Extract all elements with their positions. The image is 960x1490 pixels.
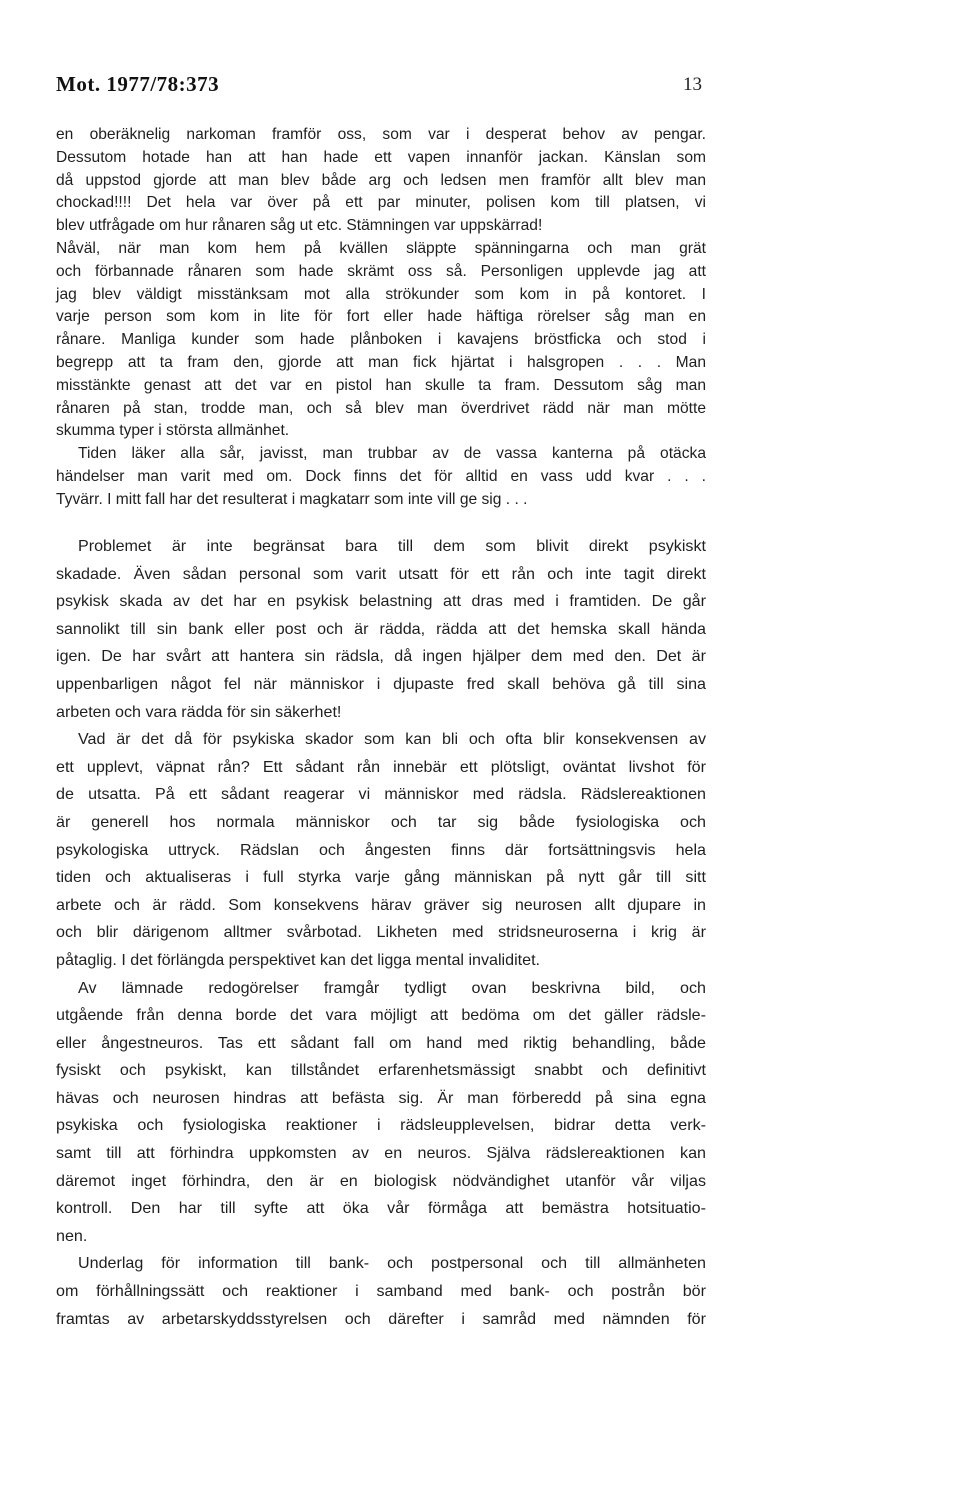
text-line: begrepp att ta fram den, gjorde att man fick hjärtat i halsgropen . . . Man bbox=[56, 353, 706, 371]
text-line: Tyvärr. I mitt fall har det resulterat i magkatarr som inte vill ge sig . . . bbox=[56, 490, 528, 508]
text-line: rånaren på stan, trodde man, och så blev man överdrivet rädd när man mötte bbox=[56, 399, 706, 417]
text-line: och blir därigenom alltmer svårbotad. Likheten med stridsneuroserna i krig är bbox=[56, 923, 706, 942]
text-line: framtas av arbetarskyddsstyrelsen och därefter i samråd med nämnden för bbox=[56, 1309, 706, 1328]
text-line: arbete och är rädd. Som konsekvens härav gräver sig neurosen allt djupare in bbox=[56, 895, 706, 914]
text-line: misstänkte genast att det var en pistol han skulle ta fram. Dessutom såg man bbox=[56, 376, 706, 394]
text-line: nen. bbox=[56, 1226, 88, 1245]
page-header bbox=[56, 72, 702, 102]
text-line: påtaglig. I det förlängda perspektivet kan det ligga mental invaliditet. bbox=[56, 950, 541, 969]
text-line: tiden och aktualiseras i full styrka varje gång människan på nytt går till sitt bbox=[56, 868, 706, 887]
text-line: psykologiska uttryck. Rädslan och ångesten finns där fortsättningsvis hela bbox=[56, 840, 706, 859]
text-line: rånare. Manliga kunder som hade plånboken i kavajens bröstficka och stod i bbox=[56, 331, 706, 349]
text-line: arbeten och vara rädda för sin säkerhet! bbox=[56, 702, 342, 721]
text-line: kontroll. Den har till syfte att öka vår förmåga att bemästra hotsituatio- bbox=[56, 1199, 706, 1218]
text-line: jag blev väldigt misstänksam mot alla strökunder som kom in på kontoret. I bbox=[56, 285, 706, 303]
text-line: Problemet är inte begränsat bara till dem som blivit direkt psykiskt bbox=[78, 537, 706, 555]
text-line: uppenbarligen något fel när människor i djupaste fred skall behöva gå till sina bbox=[56, 674, 706, 693]
text-line: skadade. Även sådan personal som varit utsatt för ett rån och inte tagit direkt bbox=[56, 564, 706, 583]
text-line: Underlag för information till bank- och postpersonal och till allmänheten bbox=[78, 1254, 706, 1273]
text-line: Dessutom hotade han att han hade ett vapen innanför jackan. Känslan som bbox=[56, 148, 706, 166]
text-line: varje person som kom in lite för fort eller hade häftiga rörelser såg man en bbox=[56, 308, 706, 326]
main-body-text bbox=[56, 533, 706, 1333]
text-line: blev utfrågade om hur rånaren såg ut etc. Stämningen var uppskärrad! bbox=[56, 217, 543, 235]
text-line: de utsatta. På ett sådant reagerar vi människor med rädsla. Rädslereaktionen bbox=[56, 785, 706, 804]
motion-reference: Mot. 1977/78:373 bbox=[56, 72, 220, 96]
text-line: Nåväl, när man kom hem på kvällen släppte spänningarna och man grät bbox=[56, 239, 706, 257]
quoted-testimony bbox=[56, 124, 706, 512]
text-line: däremot inget förhindra, den är en biologisk nödvändighet utanför vår viljas bbox=[56, 1171, 706, 1190]
text-line: händelser man varit med om. Dock finns det för alltid en vass udd kvar . . . bbox=[56, 467, 706, 485]
text-line: samt till att förhindra uppkomsten av en neuros. Själva rädslereaktionen kan bbox=[56, 1144, 706, 1163]
text-line: Vad är det då för psykiska skador som kan bli och ofta blir konsekvensen av bbox=[78, 730, 706, 749]
text-line: ett upplevt, väpnat rån? Ett sådant rån innebär ett plötsligt, oväntat livshot för bbox=[56, 757, 706, 776]
text-line: psykisk skada av det har en psykisk belastning att dras med i framtiden. De går bbox=[56, 592, 706, 611]
text-line: då uppstod gjorde att man blev både arg och ledsen men framför allt blev man bbox=[56, 171, 706, 189]
text-line: utgående från denna borde det vara möjligt att bedöma om det gäller rädsle- bbox=[56, 1006, 706, 1025]
text-line: Av lämnade redogörelser framgår tydligt ovan beskrivna bild, och bbox=[78, 978, 706, 997]
text-line: igen. De har svårt att hantera sin rädsla, då ingen hjälper dem med den. Det är bbox=[56, 647, 706, 666]
text-line: eller ångestneuros. Tas ett sådant fall om hand med riktig behandling, både bbox=[56, 1033, 706, 1052]
page-number: 13 bbox=[683, 74, 702, 95]
text-line: om förhållningssätt och reaktioner i samband med bank- och postrån bör bbox=[56, 1282, 706, 1301]
text-line: är generell hos normala människor och tar sig både fysiologiska och bbox=[56, 812, 706, 831]
text-line: Tiden läker alla sår, javisst, man trubbar av de vassa kanterna på otäcka bbox=[78, 445, 706, 463]
text-line: och förbannade rånaren som hade skrämt oss så. Personligen upplevde jag att bbox=[56, 262, 706, 280]
text-line: en oberäknelig narkoman framför oss, som var i desperat behov av pengar. bbox=[56, 126, 706, 143]
text-line: fysiskt och psykiskt, kan tillståndet erfarenhetsmässigt snabbt och definitivt bbox=[56, 1061, 706, 1080]
text-line: skumma typer i största allmänhet. bbox=[56, 422, 290, 440]
text-line: sannolikt till sin bank eller post och är rädda, rädda att det hemska skall hända bbox=[56, 619, 706, 638]
text-line: hävas och neurosen hindras att befästa sig. Är man förberedd på sina egna bbox=[56, 1088, 706, 1107]
text-line: psykiska och fysiologiska reaktioner i rädsleupplevelsen, bidrar detta verk- bbox=[56, 1116, 706, 1135]
text-line: chockad!!!! Det hela var över på ett par minuter, polisen kom till platsen, vi bbox=[56, 194, 706, 212]
